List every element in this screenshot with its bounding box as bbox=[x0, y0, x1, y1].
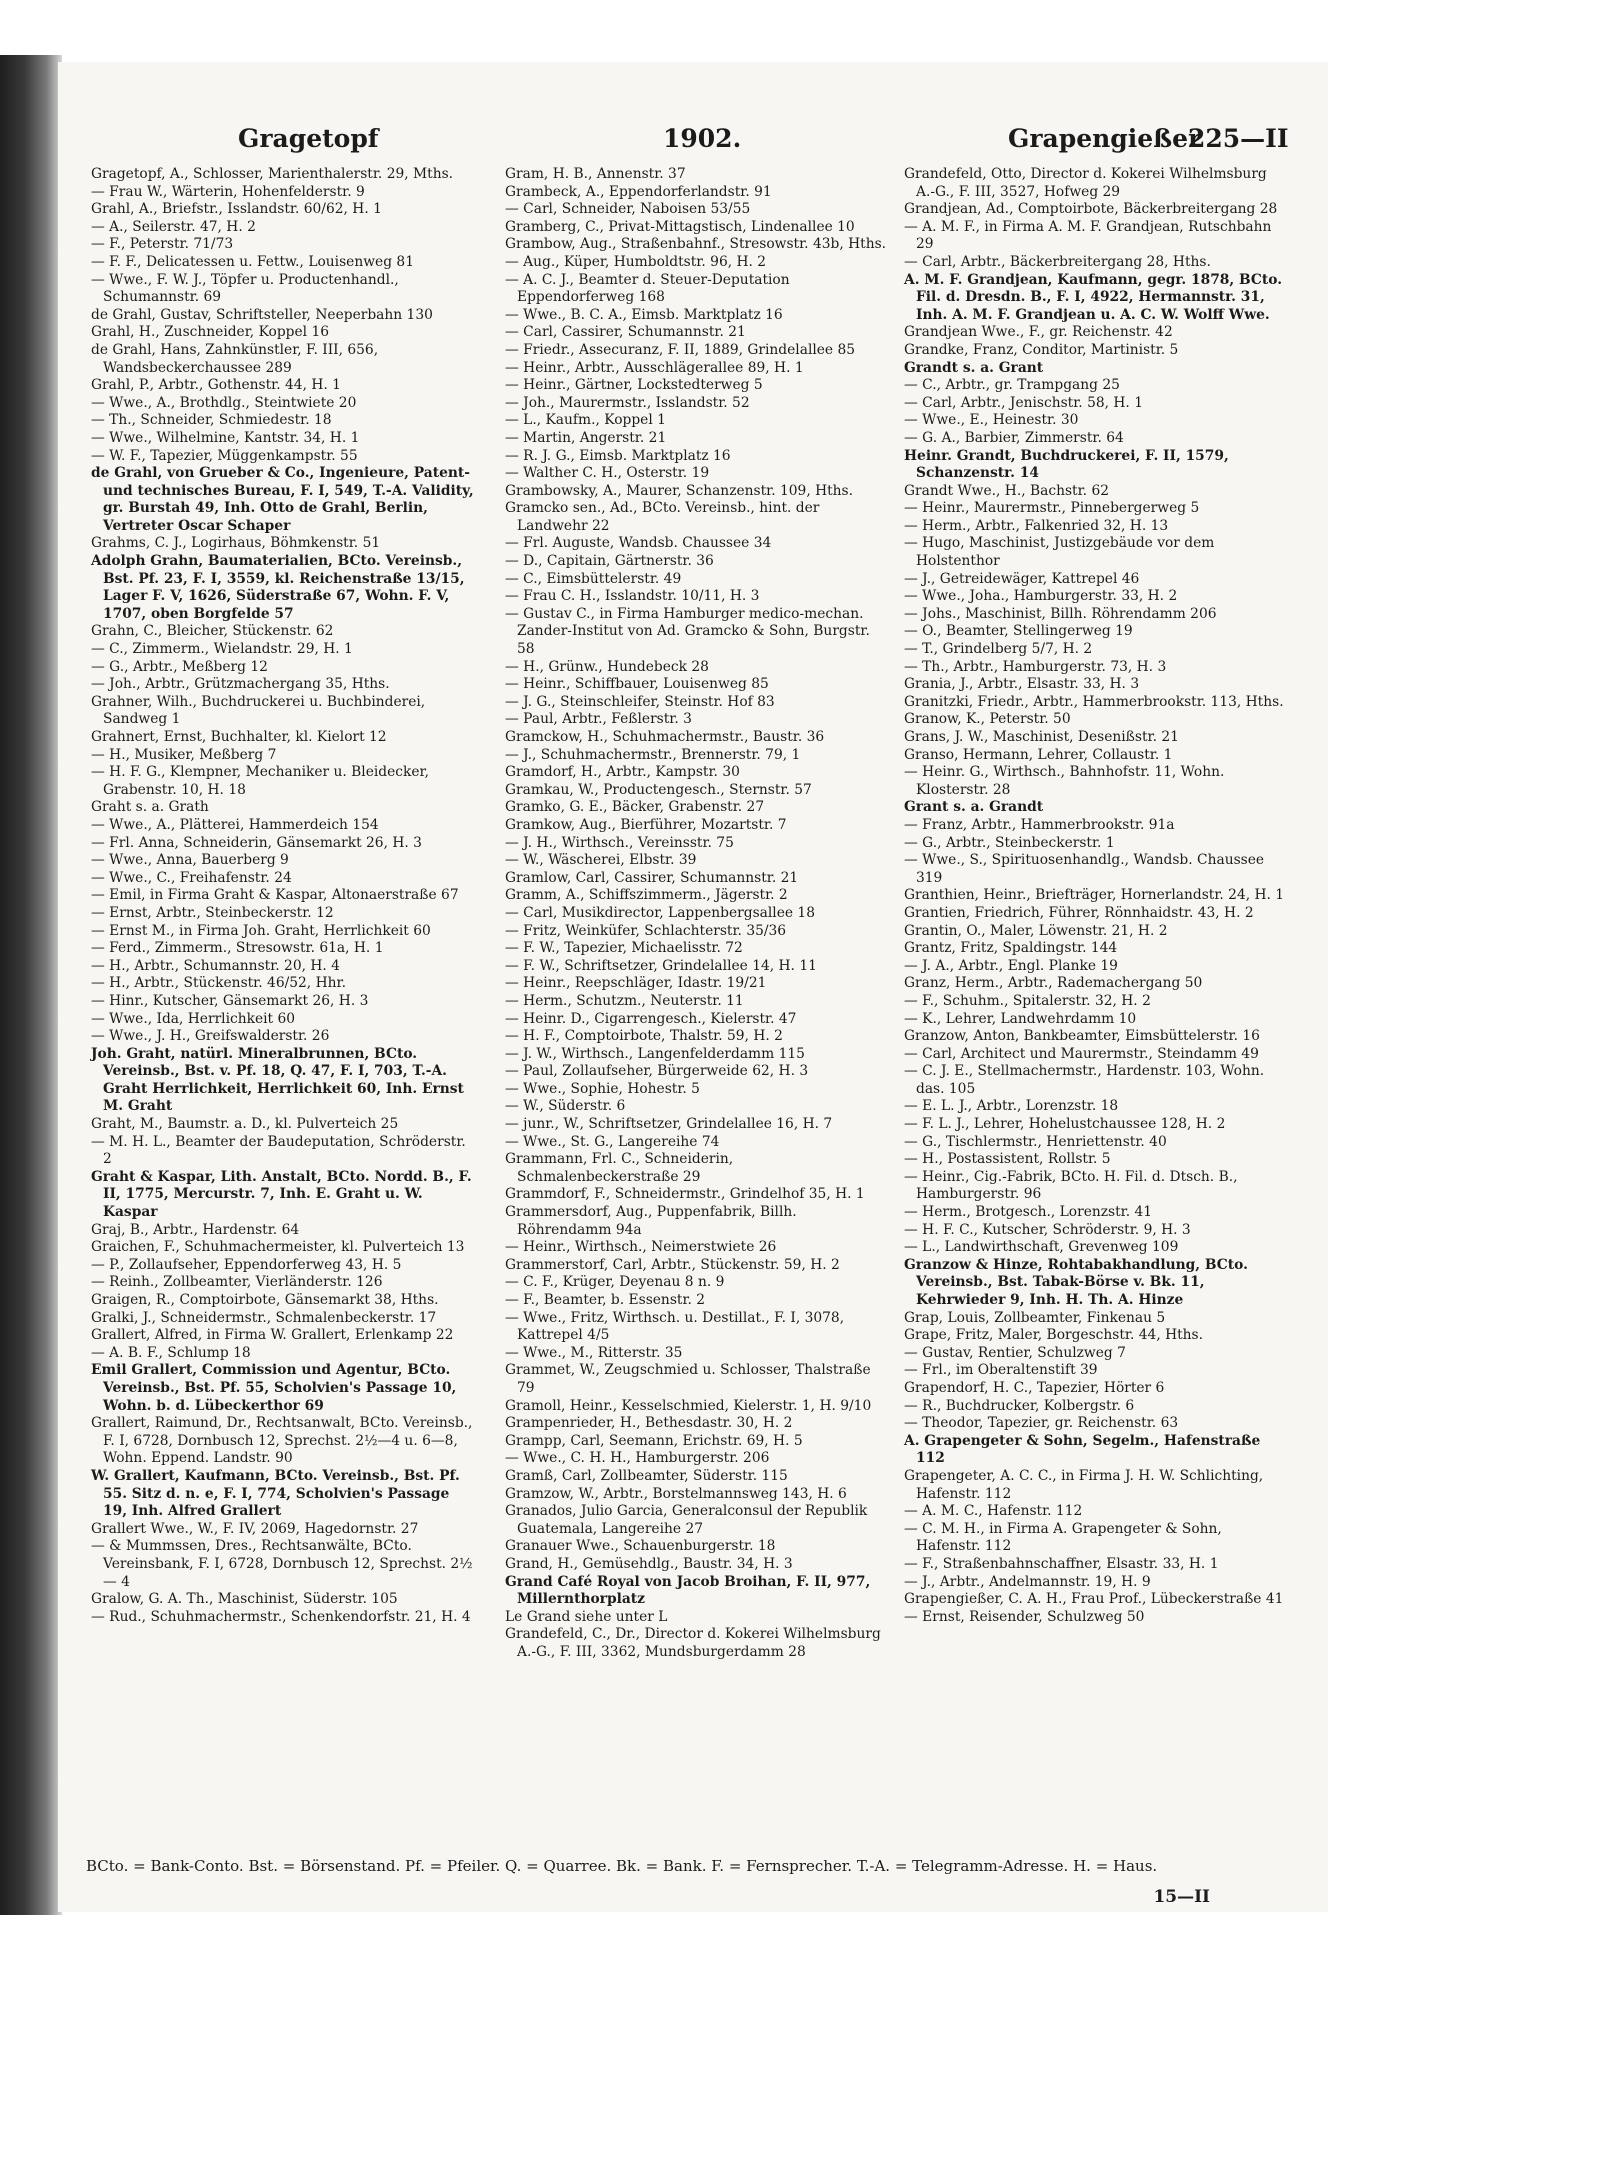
directory-entry: Graht s. a. Grath bbox=[91, 799, 209, 816]
directory-entry: Grand Café Royal von Jacob Broihan, F. II, 977, Millernthorplatz bbox=[505, 1573, 871, 1608]
directory-entry: — Ernst, Reisender, Schulzweg 50 bbox=[904, 1608, 1145, 1625]
directory-entry: — Hugo, Maschinist, Justizgebäude vor dem Holstenthor bbox=[904, 535, 1215, 570]
directory-entry: Adolph Grahn, Baumaterialien, BCto. Vereinsb., Bst. Pf. 23, F. I, 3559, kl. Reichenstraße 13/15, Lager F. V, 1626, Süderstraße 67, Wohn. F. V, 1707, oben Borgfelde 57 bbox=[91, 553, 465, 622]
directory-entry: — A. C. J., Beamter d. Steuer-Deputation Eppendorferweg 168 bbox=[505, 271, 790, 306]
directory-entry: — F., Peterstr. 71/73 bbox=[91, 236, 234, 253]
directory-entry: Granthien, Heinr., Briefträger, Hornerlandstr. 24, H. 1 bbox=[904, 887, 1285, 904]
directory-entry: Granow, K., Peterstr. 50 bbox=[904, 711, 1071, 728]
directory-entry: Gramoll, Heinr., Kesselschmied, Kielerstr. 1, H. 9/10 bbox=[505, 1397, 872, 1414]
directory-entry: Graj, B., Arbtr., Hardenstr. 64 bbox=[91, 1221, 300, 1238]
directory-entry: Gram, H. B., Annenstr. 37 bbox=[505, 166, 686, 182]
directory-entry: — Fritz, Weinküfer, Schlachterstr. 35/36 bbox=[505, 922, 787, 939]
directory-entry: — M. H. L., Beamter der Baudeputation, Schröderstr. 2 bbox=[91, 1133, 466, 1168]
directory-entry: — Th., Schneider, Schmiedestr. 18 bbox=[91, 412, 332, 429]
directory-entry: Grantz, Fritz, Spaldingstr. 144 bbox=[904, 940, 1118, 957]
directory-entry: — Wwe., F. W. J., Töpfer u. Productenhandl., Schumannstr. 69 bbox=[91, 271, 399, 306]
directory-entry: Grallert, Alfred, in Firma W. Grallert, Erlenkamp 22 bbox=[91, 1327, 454, 1344]
directory-entry: Granso, Hermann, Lehrer, Collaustr. 1 bbox=[904, 746, 1173, 763]
directory-entry: — H. F. G., Klempner, Mechaniker u. Bleidecker, Grabenstr. 10, H. 18 bbox=[91, 764, 430, 798]
abbreviation-legend: BCto. = Bank-Conto. Bst. = Börsenstand. Pf. = Pfeiler. Q. = Quarree. Bk. = Bank. F. = Fernsprecher. T.-A. = Telegramm-Adresse. H. = Haus. bbox=[86, 1857, 1158, 1875]
directory-entry: — J. G., Steinschleifer, Steinstr. Hof 83 bbox=[505, 693, 775, 710]
directory-entry: — F. W., Tapezier, Michaelisstr. 72 bbox=[505, 940, 743, 957]
directory-entry: Grania, J., Arbtr., Elsastr. 33, H. 3 bbox=[904, 676, 1140, 693]
directory-entry: Grapengießer, C. A. H., Frau Prof., Lübeckerstraße 41 bbox=[904, 1591, 1284, 1608]
directory-entry: Grans, J. W., Maschinist, Desenißstr. 21 bbox=[904, 729, 1179, 745]
directory-entry: — Wwe., St. G., Langereihe 74 bbox=[505, 1133, 720, 1150]
directory-entry: — Wwe., Fritz, Wirthsch. u. Destillat., F. I, 3078, Kattrepel 4/5 bbox=[505, 1309, 845, 1344]
directory-entry: — J., Arbtr., Andelmannstr. 19, H. 9 bbox=[904, 1573, 1151, 1590]
directory-entry: Grandt Wwe., H., Bachstr. 62 bbox=[904, 482, 1109, 499]
directory-entry: — Carl, Arbtr., Jenischstr. 58, H. 1 bbox=[904, 394, 1143, 411]
directory-entry: — Herm., Brotgesch., Lorenzstr. 41 bbox=[904, 1204, 1153, 1221]
directory-entry: — Frl. Anna, Schneiderin, Gänsemarkt 26, H. 3 bbox=[91, 834, 422, 851]
directory-entry: — Herm., Arbtr., Falkenried 32, H. 13 bbox=[904, 517, 1169, 534]
directory-entry: — Martin, Angerstr. 21 bbox=[505, 429, 667, 446]
directory-entry: — Frl., im Oberaltenstift 39 bbox=[904, 1362, 1098, 1379]
directory-entry: — L., Kaufm., Koppel 1 bbox=[505, 412, 666, 429]
directory-entry: Graigen, R., Comptoirbote, Gänsemarkt 38, Hths. bbox=[91, 1292, 439, 1308]
directory-entry: — G. A., Barbier, Zimmerstr. 64 bbox=[904, 429, 1124, 446]
directory-entry: Grant s. a. Grandt bbox=[904, 799, 1044, 816]
directory-entry: — Gustav C., in Firma Hamburger medico-mechan. Zander-Institut von Ad. Gramcko & Sohn, Burgstr. 58 bbox=[505, 605, 870, 658]
directory-entry: Grammet, W., Zeugschmied u. Schlosser, Thalstraße 79 bbox=[505, 1362, 871, 1396]
directory-entry: — R. J. G., Eimsb. Marktplatz 16 bbox=[505, 447, 731, 464]
directory-entry: — C., Arbtr., gr. Trampgang 25 bbox=[904, 377, 1120, 394]
directory-entry: Grandefeld, C., Dr., Director d. Kokerei Wilhelmsburg A.-G., F. III, 3362, Mundsburgerdamm 28 bbox=[505, 1626, 881, 1660]
directory-entry: — Wwe., Ida, Herrlichkeit 60 bbox=[91, 1010, 296, 1027]
directory-entry: — Wwe., C. H. H., Hamburgerstr. 206 bbox=[505, 1450, 770, 1467]
directory-entry: — Franz, Arbtr., Hammerbrookstr. 91a bbox=[904, 816, 1175, 833]
directory-entry: — Paul, Zollaufseher, Bürgerweide 62, H. 3 bbox=[505, 1063, 809, 1080]
directory-entry: — Emil, in Firma Graht & Kaspar, Altonaerstraße 67 bbox=[91, 887, 459, 904]
directory-entry: Joh. Graht, natürl. Mineralbrunnen, BCto. Vereinsb., Bst. v. Pf. 18, Q. 47, F. I, 703, T.-A. Graht Herrlichkeit, Herrlichkeit 60, Inh. Ernst M. Graht bbox=[91, 1045, 464, 1115]
directory-entry: — junr., W., Schriftsetzer, Grindelallee 16, H. 7 bbox=[505, 1116, 833, 1133]
directory-entry: — Wwe., Joha., Hamburgerstr. 33, H. 2 bbox=[904, 588, 1178, 605]
directory-entry: — A. M. F., in Firma A. M. F. Grandjean, Rutschbahn 29 bbox=[904, 218, 1272, 253]
running-head-right: Grapengießer bbox=[1008, 124, 1202, 153]
directory-entry: Gramkau, W., Productengesch., Sternstr. 57 bbox=[505, 781, 812, 798]
directory-entry: Gramdorf, H., Arbtr., Kampstr. 30 bbox=[505, 764, 740, 781]
directory-entry: — Gustav, Rentier, Schulzweg 7 bbox=[904, 1344, 1126, 1361]
directory-entry: — Wwe., E., Heinestr. 30 bbox=[904, 412, 1079, 429]
directory-entry: Grahl, H., Zuschneider, Koppel 16 bbox=[91, 324, 330, 341]
directory-entry: Gramcko sen., Ad., BCto. Vereinsb., hint. der Landwehr 22 bbox=[505, 500, 820, 534]
directory-entry: — Heinr., Gärtner, Lockstedterweg 5 bbox=[505, 377, 763, 394]
directory-entry: — H., Arbtr., Stückenstr. 46/52, Hhr. bbox=[91, 975, 346, 992]
directory-entry: — C. F., Krüger, Deyenau 8 n. 9 bbox=[505, 1274, 725, 1291]
directory-entry: — Heinr., Reepschläger, Idastr. 19/21 bbox=[505, 975, 767, 992]
directory-entry: Emil Grallert, Commission und Agentur, BCto. Vereinsb., Bst. Pf. 55, Scholvien's Passage 10, Wohn. b. d. Lübeckerthor 69 bbox=[91, 1362, 457, 1414]
directory-entry: — & Mummssen, Dres., Rechtsanwälte, BCto. Vereinsbank, F. I, 6728, Dornbusch 12, Sprechst. 2½ — 4 bbox=[91, 1538, 473, 1590]
directory-entry: Grammersdorf, Aug., Puppenfabrik, Billh. Röhrendamm 94a bbox=[505, 1204, 797, 1238]
directory-entry: de Grahl, Hans, Zahnkünstler, F. III, 656, Wandsbeckerchaussee 289 bbox=[91, 341, 379, 376]
directory-entry: Gralow, G. A. Th., Maschinist, Süderstr. 105 bbox=[91, 1591, 398, 1608]
directory-entry: Grahnert, Ernst, Buchhalter, kl. Kielort 12 bbox=[91, 729, 387, 745]
directory-entry: Gragetopf, A., Schlosser, Marienthalerstr. 29, Mths. bbox=[91, 166, 454, 182]
directory-entry: — Walther C. H., Osterstr. 19 bbox=[505, 465, 710, 482]
directory-entry: — Ernst, Arbtr., Steinbeckerstr. 12 bbox=[91, 904, 334, 921]
directory-entry: — Wwe., B. C. A., Eimsb. Marktplatz 16 bbox=[505, 306, 783, 323]
directory-entry: — Heinr., Arbtr., Ausschlägerallee 89, H. 1 bbox=[505, 359, 804, 376]
directory-entry: — J., Schuhmachermstr., Brennerstr. 79, 1 bbox=[505, 746, 801, 763]
directory-page bbox=[58, 62, 1328, 1912]
directory-entry: — Reinh., Zollbeamter, Vierländerstr. 126 bbox=[91, 1274, 383, 1291]
directory-entry: Grandt s. a. Grant bbox=[904, 359, 1044, 376]
directory-entry: — C., Zimmerm., Wielandstr. 29, H. 1 bbox=[91, 641, 353, 658]
directory-entry: — Heinr., Schiffbauer, Louisenweg 85 bbox=[505, 676, 769, 693]
directory-entry: Gramzow, W., Arbtr., Borstelmannsweg 143, H. 6 bbox=[505, 1485, 847, 1502]
directory-entry: de Grahl, Gustav, Schriftsteller, Neeperbahn 130 bbox=[91, 306, 433, 323]
directory-entry: Gramkow, Aug., Bierführer, Mozartstr. 7 bbox=[505, 816, 787, 833]
directory-entry: Grambowsky, A., Maurer, Schanzenstr. 109, Hths. bbox=[505, 482, 854, 499]
page-number: 225—II bbox=[1188, 124, 1289, 153]
directory-entry: Grampenrieder, H., Bethesdastr. 30, H. 2 bbox=[505, 1415, 793, 1432]
directory-entry: Grambow, Aug., Straßenbahnf., Stresowstr. 43b, Hths. bbox=[505, 236, 887, 253]
directory-entry: — C., Eimsbüttelerstr. 49 bbox=[505, 570, 682, 587]
scan-binding-edge bbox=[0, 55, 62, 1915]
directory-entry: A. Grapengeter & Sohn, Segelm., Hafenstraße 112 bbox=[904, 1432, 1261, 1467]
directory-entry: — F., Schuhm., Spitalerstr. 32, H. 2 bbox=[904, 992, 1151, 1009]
directory-entry: — F., Straßenbahnschaffner, Elsastr. 33, H. 1 bbox=[904, 1555, 1219, 1572]
directory-entry: Graht & Kaspar, Lith. Anstalt, BCto. Nordd. B., F. II, 1775, Mercurstr. 7, Inh. E. Graht u. W. Kaspar bbox=[91, 1168, 472, 1221]
directory-entry: — T., Grindelberg 5/7, H. 2 bbox=[904, 641, 1093, 658]
directory-entry: Grammerstorf, Carl, Arbtr., Stückenstr. 59, H. 2 bbox=[505, 1256, 840, 1273]
directory-entry: Gramckow, H., Schuhmachermstr., Baustr. 36 bbox=[505, 729, 825, 745]
directory-entry: — Friedr., Assecuranz, F. II, 1889, Grindelallee 85 bbox=[505, 341, 856, 358]
directory-entry: — Wwe., J. H., Greifswalderstr. 26 bbox=[91, 1028, 330, 1045]
directory-entry: Grand, H., Gemüsehdlg., Baustr. 34, H. 3 bbox=[505, 1555, 793, 1572]
directory-entry: — R., Buchdrucker, Kolbergstr. 6 bbox=[904, 1397, 1135, 1414]
directory-entry: Gramß, Carl, Zollbeamter, Süderstr. 115 bbox=[505, 1467, 788, 1484]
directory-entry: — G., Arbtr., Steinbeckerstr. 1 bbox=[904, 834, 1115, 851]
directory-entry: Gramko, G. E., Bäcker, Grabenstr. 27 bbox=[505, 799, 765, 816]
directory-entry: — A. M. C., Hafenstr. 112 bbox=[904, 1503, 1083, 1520]
directory-entry: Grandefeld, Otto, Director d. Kokerei Wilhelmsburg A.-G., F. III, 3527, Hofweg 29 bbox=[904, 166, 1267, 200]
directory-entry: — E. L. J., Arbtr., Lorenzstr. 18 bbox=[904, 1098, 1119, 1115]
directory-entry: — A. B. F., Schlump 18 bbox=[91, 1344, 251, 1361]
directory-entry: — O., Beamter, Stellingerweg 19 bbox=[904, 623, 1133, 640]
directory-entry: — Heinr. D., Cigarrengesch., Kielerstr. 47 bbox=[505, 1010, 797, 1027]
directory-entry: — G., Tischlermstr., Henriettenstr. 40 bbox=[904, 1133, 1167, 1150]
page-code: 15—II bbox=[1153, 1887, 1210, 1907]
directory-entry: — Carl, Musikdirector, Lappenbergsallee 18 bbox=[505, 904, 815, 921]
directory-entry: Grantin, O., Maler, Löwenstr. 21, H. 2 bbox=[904, 922, 1168, 939]
directory-entry: — H. F., Comptoirbote, Thalstr. 59, H. 2 bbox=[505, 1028, 783, 1045]
directory-entry: Graht, M., Baumstr. a. D., kl. Pulverteich 25 bbox=[91, 1116, 399, 1133]
directory-entry: Grandjean, Ad., Comptoirbote, Bäckerbreitergang 28 bbox=[904, 201, 1278, 218]
directory-entry: — H., Musiker, Meßberg 7 bbox=[91, 746, 277, 763]
running-head-left: Gragetopf bbox=[238, 124, 379, 153]
directory-entry: — Ferd., Zimmerm., Stresowstr. 61a, H. 1 bbox=[91, 940, 384, 957]
directory-entry: — Th., Arbtr., Hamburgerstr. 73, H. 3 bbox=[904, 658, 1167, 675]
directory-entry: Grallert Wwe., W., F. IV, 2069, Hagedornstr. 27 bbox=[91, 1520, 419, 1537]
directory-entry: — J. H., Wirthsch., Vereinsstr. 75 bbox=[505, 834, 734, 851]
directory-entry: — Ernst M., in Firma Joh. Graht, Herrlichkeit 60 bbox=[91, 922, 431, 939]
directory-entry: — Wwe., Anna, Bauerberg 9 bbox=[91, 852, 289, 869]
directory-entry: — Heinr., Cig.-Fabrik, BCto. H. Fil. d. Dtsch. B., Hamburgerstr. 96 bbox=[904, 1168, 1238, 1203]
directory-entry: Grallert, Raimund, Dr., Rechtsanwalt, BCto. Vereinsb., F. I, 6728, Dornbusch 12, Sprechst. 2½—4 u. 6—8, Wohn. Eppend. Landstr. 90 bbox=[91, 1415, 473, 1467]
directory-entry: — H., Postassistent, Rollstr. 5 bbox=[904, 1151, 1111, 1168]
directory-entry: — P., Zollaufseher, Eppendorferweg 43, H. 5 bbox=[91, 1256, 402, 1273]
directory-entry: Graichen, F., Schuhmachermeister, kl. Pulverteich 13 bbox=[91, 1239, 465, 1256]
directory-entry: Gramlow, Carl, Cassirer, Schumannstr. 21 bbox=[505, 869, 799, 886]
directory-entry: Grambeck, A., Eppendorferlandstr. 91 bbox=[505, 183, 772, 200]
column-middle bbox=[505, 166, 890, 1661]
directory-entry: — W., Süderstr. 6 bbox=[505, 1098, 626, 1115]
directory-entry: — Johs., Maschinist, Billh. Röhrendamm 206 bbox=[904, 605, 1217, 622]
directory-entry: Granzow, Anton, Bankbeamter, Eimsbüttelerstr. 16 bbox=[904, 1028, 1260, 1045]
directory-entry: — C. J. E., Stellmachermstr., Hardenstr. 103, Wohn. das. 105 bbox=[904, 1063, 1265, 1097]
directory-entry: Granauer Wwe., Schauenburgerstr. 18 bbox=[505, 1538, 776, 1555]
directory-entry: — Wwe., A., Brothdlg., Steintwiete 20 bbox=[91, 394, 357, 411]
directory-entry: Le Grand siehe unter L bbox=[505, 1608, 668, 1625]
directory-entry: — D., Capitain, Gärtnerstr. 36 bbox=[505, 553, 714, 570]
directory-entry: — Frau W., Wärterin, Hohenfelderstr. 9 bbox=[91, 183, 365, 200]
directory-entry: — K., Lehrer, Landwehrdamm 10 bbox=[904, 1010, 1137, 1027]
directory-entry: — Heinr., Maurermstr., Pinnebergerweg 5 bbox=[904, 500, 1200, 517]
directory-entry: Gralki, J., Schneidermstr., Schmalenbeckerstr. 17 bbox=[91, 1309, 437, 1326]
directory-entry: — F. L. J., Lehrer, Hohelustchaussee 128, H. 2 bbox=[904, 1116, 1226, 1133]
directory-entry: — Joh., Arbtr., Grützmachergang 35, Hths. bbox=[91, 676, 390, 693]
directory-entry: Heinr. Grandt, Buchdruckerei, F. II, 1579, Schanzenstr. 14 bbox=[904, 447, 1229, 482]
directory-entry: Grap, Louis, Zollbeamter, Finkenau 5 bbox=[904, 1309, 1166, 1326]
directory-entry: — Wwe., C., Freihafenstr. 24 bbox=[91, 869, 292, 886]
directory-entry: — Frl. Auguste, Wandsb. Chaussee 34 bbox=[505, 535, 772, 552]
directory-entry: Grandjean Wwe., F., gr. Reichenstr. 42 bbox=[904, 324, 1173, 341]
directory-entry: — Carl, Schneider, Naboisen 53/55 bbox=[505, 201, 751, 218]
directory-entry: — Wwe., Sophie, Hohestr. 5 bbox=[505, 1080, 700, 1097]
directory-entry: — Wwe., A., Plätterei, Hammerdeich 154 bbox=[91, 816, 379, 833]
directory-entry: — F. W., Schriftsetzer, Grindelallee 14, H. 11 bbox=[505, 957, 817, 974]
directory-entry: — Heinr. G., Wirthsch., Bahnhofstr. 11, Wohn. Klosterstr. 28 bbox=[904, 764, 1225, 798]
directory-entry: — Carl, Architect und Maurermstr., Steindamm 49 bbox=[904, 1045, 1259, 1062]
directory-entry: — Heinr., Wirthsch., Neimerstwiete 26 bbox=[505, 1239, 777, 1256]
directory-entry: — C. M. H., in Firma A. Grapengeter & Sohn, Hafenstr. 112 bbox=[904, 1520, 1222, 1555]
directory-entry: Gramm, A., Schiffszimmerm., Jägerstr. 2 bbox=[505, 887, 788, 904]
directory-entry: Gramberg, C., Privat-Mittagstisch, Lindenallee 10 bbox=[505, 218, 855, 235]
directory-entry: Grapendorf, H. C., Tapezier, Hörter 6 bbox=[904, 1379, 1165, 1396]
directory-entry: Grammdorf, F., Schneidermstr., Grindelhof 35, H. 1 bbox=[505, 1186, 865, 1203]
directory-entry: Grahms, C. J., Logirhaus, Böhmkenstr. 51 bbox=[91, 535, 381, 552]
directory-entry: — Carl, Cassirer, Schumannstr. 21 bbox=[505, 324, 746, 341]
directory-entry: Grahner, Wilh., Buchdruckerei u. Buchbinderei, Sandweg 1 bbox=[91, 693, 426, 728]
directory-entry: — Aug., Küper, Humboldtstr. 96, H. 2 bbox=[505, 253, 767, 270]
directory-entry: Grandke, Franz, Conditor, Martinistr. 5 bbox=[904, 341, 1179, 358]
directory-entry: — J. A., Arbtr., Engl. Planke 19 bbox=[904, 957, 1118, 974]
directory-entry: Granz, Herm., Arbtr., Rademachergang 50 bbox=[904, 975, 1203, 992]
directory-entry: Granados, Julio Garcia, Generalconsul der Republik Guatemala, Langereihe 27 bbox=[505, 1503, 868, 1537]
directory-entry: W. Grallert, Kaufmann, BCto. Vereinsb., Bst. Pf. 55. Sitz d. n. e, F. I, 774, Scholvien's Passage 19, Inh. Alfred Grallert bbox=[91, 1467, 460, 1520]
directory-entry: — J., Getreidewäger, Kattrepel 46 bbox=[904, 570, 1140, 587]
directory-entry: — H. F. C., Kutscher, Schröderstr. 9, H. 3 bbox=[904, 1221, 1191, 1238]
directory-entry: — Wwe., M., Ritterstr. 35 bbox=[505, 1344, 683, 1361]
directory-entry: Grape, Fritz, Maler, Borgeschstr. 44, Hths. bbox=[904, 1327, 1204, 1344]
directory-entry: — H., Grünw., Hundebeck 28 bbox=[505, 658, 709, 675]
directory-entry: — F., Beamter, b. Essenstr. 2 bbox=[505, 1292, 706, 1308]
directory-entry: — Carl, Arbtr., Bäckerbreitergang 28, Hths. bbox=[904, 253, 1211, 270]
directory-entry: — Frau C. H., Isslandstr. 10/11, H. 3 bbox=[505, 588, 760, 605]
directory-entry: Grapengeter, A. C. C., in Firma J. H. W. Schlichting, Hafenstr. 112 bbox=[904, 1467, 1264, 1502]
column-left bbox=[91, 166, 476, 1626]
directory-entry: Grahl, P., Arbtr., Gothenstr. 44, H. 1 bbox=[91, 377, 341, 394]
directory-entry: Granitzki, Friedr., Arbtr., Hammerbrookstr. 113, Hths. bbox=[904, 693, 1284, 710]
directory-entry: Granzow & Hinze, Rohtabakhandlung, BCto. Vereinsb., Bst. Tabak-Börse v. Bk. 11, Kehrwieder 9, Inh. H. Th. A. Hinze bbox=[904, 1256, 1248, 1308]
directory-entry: — A., Seilerstr. 47, H. 2 bbox=[91, 218, 256, 235]
directory-entry: — L., Landwirthschaft, Grevenweg 109 bbox=[904, 1239, 1179, 1256]
directory-entry: Grahn, C., Bleicher, Stückenstr. 62 bbox=[91, 623, 334, 640]
directory-entry: — J. W., Wirthsch., Langenfelderdamm 115 bbox=[505, 1045, 805, 1062]
directory-entry: — W. F., Tapezier, Müggenkampstr. 55 bbox=[91, 447, 358, 464]
directory-entry: Grammann, Frl. C., Schneiderin, Schmalenbeckerstraße 29 bbox=[505, 1151, 734, 1185]
directory-entry: — Paul, Arbtr., Feßlerstr. 3 bbox=[505, 711, 692, 728]
directory-entry: — G., Arbtr., Meßberg 12 bbox=[91, 658, 268, 675]
directory-entry: — Hinr., Kutscher, Gänsemarkt 26, H. 3 bbox=[91, 992, 369, 1009]
directory-entry: de Grahl, von Grueber & Co., Ingenieure, Patent- und technisches Bureau, F. I, 549, T.-A. Validity, gr. Burstah 49, Inh. Otto de Grahl, Berlin, Vertreter Oscar Schaper bbox=[91, 465, 474, 534]
directory-entry: — W., Wäscherei, Elbstr. 39 bbox=[505, 852, 697, 869]
directory-entry: Grantien, Friedrich, Führer, Rönnhaidstr. 43, H. 2 bbox=[904, 904, 1254, 921]
column-right bbox=[904, 166, 1289, 1626]
directory-entry: — Rud., Schuhmachermstr., Schenkendorfstr. 21, H. 4 bbox=[91, 1608, 471, 1625]
directory-entry: — Herm., Schutzm., Neuterstr. 11 bbox=[505, 992, 744, 1009]
directory-entry: — Wwe., S., Spirituosenhandlg., Wandsb. Chaussee 319 bbox=[904, 852, 1265, 886]
directory-entry: — Joh., Maurermstr., Isslandstr. 52 bbox=[505, 394, 750, 411]
directory-entry: — F. F., Delicatessen u. Fettw., Louisenweg 81 bbox=[91, 253, 414, 270]
year-heading: 1902. bbox=[663, 124, 742, 153]
directory-entry: A. M. F. Grandjean, Kaufmann, gegr. 1878, BCto. Fil. d. Dresdn. B., F. I, 4922, Hermannstr. 31, Inh. A. M. F. Grandjean u. A. C. W. Wolff Wwe. bbox=[904, 271, 1283, 323]
directory-entry: — Theodor, Tapezier, gr. Reichenstr. 63 bbox=[904, 1415, 1179, 1432]
directory-entry: — H., Arbtr., Schumannstr. 20, H. 4 bbox=[91, 957, 340, 974]
directory-entry: Grampp, Carl, Seemann, Erichstr. 69, H. 5 bbox=[505, 1432, 803, 1449]
directory-entry: — Wwe., Wilhelmine, Kantstr. 34, H. 1 bbox=[91, 429, 360, 446]
directory-entry: Grahl, A., Briefstr., Isslandstr. 60/62, H. 1 bbox=[91, 201, 382, 218]
